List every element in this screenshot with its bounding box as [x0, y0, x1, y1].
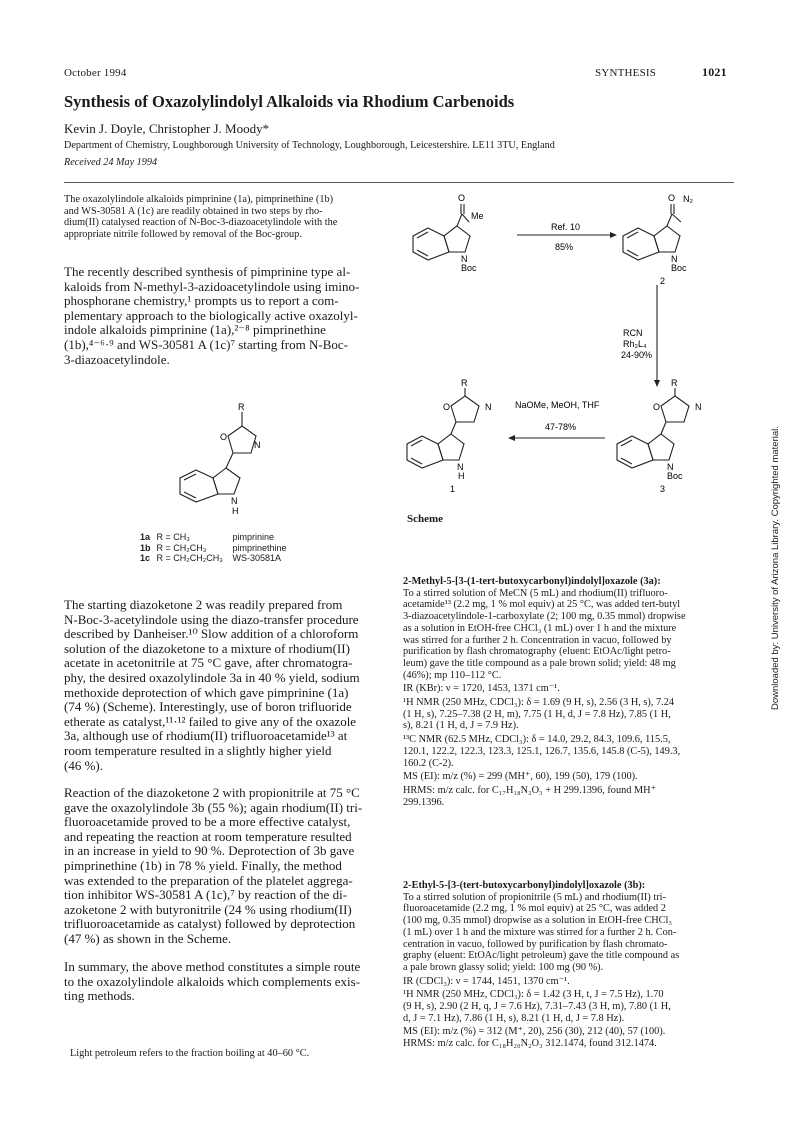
- compound-number-3: 3: [660, 484, 666, 494]
- atom-label-boc: Boc: [461, 263, 477, 273]
- body-paragraph-3: [64, 786, 390, 947]
- abstract-line: and WS-30581 A (1c) are readily obtained in two steps by rho-: [64, 205, 323, 217]
- atom-label-o: O: [443, 402, 451, 412]
- scheme-figure: [405, 190, 735, 510]
- text-line: purification by flash chromatography (eluent: EtOAc/light petro-: [403, 646, 671, 658]
- compound-number-1: 1: [450, 484, 456, 494]
- atom-label-r: R: [238, 402, 245, 412]
- header-divider: [64, 182, 734, 183]
- experimental-heading: 2-Ethyl-5-[3-(tert-butoxycarbonyl)indolyl]oxazole (3b):: [403, 880, 646, 891]
- text-line: solution of the diazoketone to a mixture of rhodium(II): [64, 640, 350, 656]
- atom-label-n: N: [671, 254, 678, 264]
- compound-substituent: R = CH₂CH₂CH₃: [156, 553, 223, 563]
- compound-row: [140, 543, 293, 554]
- text-line: (74 %) (Scheme). Interestingly, use of boron trifluoride: [64, 699, 352, 715]
- authors: Kevin J. Doyle, Christopher J. Moody*: [64, 121, 270, 136]
- atom-label-h: H: [458, 471, 465, 481]
- text-line: 3a, although use of rhodium(II) trifluoroacetamide¹³ at: [64, 728, 348, 744]
- text-line: plementary approach to the biologically active oxazolyl-: [64, 307, 358, 323]
- text-line: IR (CDCl₃): ν = 1744, 1451, 1370 cm⁻¹.: [403, 975, 570, 987]
- abstract: [64, 194, 390, 241]
- atom-label-n: N: [254, 440, 261, 450]
- text-line: a pale brown glassy solid; yield: 100 mg (90 %).: [403, 961, 604, 973]
- reagent-yield: 47-78%: [545, 422, 577, 432]
- atom-label-h: H: [232, 506, 239, 516]
- text-line: (46%); mp 110–112 °C.: [403, 669, 502, 681]
- download-watermark: Downloaded by: University of Arizona Library. Copyrighted material.: [770, 426, 781, 710]
- text-line: fluoroacetamide proved to be a more effective catalyst,: [64, 814, 351, 830]
- compound-row: [140, 553, 293, 564]
- text-line: centration in vacuo, followed by purification by flash chromato-: [403, 938, 668, 950]
- atom-label-boc: Boc: [671, 263, 687, 273]
- compound-substituent: R = CH₂CH₃: [156, 542, 207, 553]
- text-line: to the oxazolylindole alkaloids which complements exis-: [64, 973, 361, 989]
- atom-label-n: N: [667, 462, 674, 472]
- text-line: fluoroacetamide (2.2 mg, 1 % mol equiv) at 25 °C, was added 2: [403, 903, 666, 915]
- text-line: The starting diazoketone 2 was readily prepared from: [64, 597, 343, 612]
- text-line: MS (EI): m/z (%) = 312 (M⁺, 20), 256 (30), 212 (40), 57 (100).: [403, 1026, 666, 1038]
- abstract-line: The oxazolylindole alkaloids pimprinine (1a), pimprinethine (1b): [64, 194, 334, 205]
- reagent-label: Rh₂L₄: [623, 339, 647, 349]
- atom-label-o: O: [668, 193, 676, 203]
- text-line: as a solution in EtOH-free CHCl₃ (1 mL) over 1 h and the mixture: [403, 622, 677, 634]
- atom-label-r: R: [671, 378, 678, 388]
- text-line: (1 mL) over 1 h and the mixture was stirred for a further 2 h. Con-: [403, 926, 677, 938]
- text-line: (46 %).: [64, 757, 103, 773]
- atom-label-boc: Boc: [667, 471, 683, 481]
- text-line: ¹H NMR (250 MHz, CDCl₃): δ = 1.42 (3 H, t, J = 7.5 Hz), 1.70: [403, 989, 664, 1001]
- text-line: ting methods.: [64, 988, 135, 1004]
- text-line: s), 8.21 (1 H, d, J = 7.9 Hz).: [403, 720, 519, 732]
- reagent-label: RCN: [623, 328, 643, 338]
- atom-label-o: O: [220, 432, 228, 442]
- text-line: etherate as catalyst,¹¹·¹² failed to give any of the oxazole: [64, 713, 357, 729]
- text-line: ¹³C NMR (62.5 MHz, CDCl₃): δ = 14.0, 29.2, 84.3, 109.6, 115.5,: [403, 734, 671, 746]
- text-line: (9 H, s), 2.90 (2 H, q, J = 7.6 Hz), 7.31–7.43 (3 H, m), 7.80 (1 H,: [403, 1001, 671, 1013]
- scheme-caption: Scheme: [407, 513, 444, 525]
- text-line: room temperature resulted in a slightly higher yield: [64, 742, 332, 758]
- text-line: phy, the desired oxazolylindole 3a in 40 % yield, sodium: [64, 669, 360, 685]
- atom-label-r: R: [461, 378, 468, 388]
- text-line: tion inhibitor WS-30581 A (1c),⁷ by reaction of the di-: [64, 887, 348, 903]
- text-line: The recently described synthesis of pimprinine type al-: [64, 264, 351, 279]
- atom-label-n: N: [231, 496, 238, 506]
- text-line: acetamide¹³ (2.2 mg, 1 % mol equiv) at 25 °C, was added tert-butyl: [403, 599, 681, 611]
- compound-id: 1b: [140, 542, 151, 553]
- text-line: (1 H, s), 7.25–7.38 (2 H, m), 7.75 (1 H, d, J = 7.8 Hz), 7.85 (1 H,: [403, 708, 671, 720]
- compound-number-2: 2: [660, 276, 666, 286]
- compound-substituent: R = CH₃: [156, 532, 190, 542]
- experimental-3a: [403, 576, 734, 808]
- text-line: gave the oxazolylindole 3b (55 %); again rhodium(II) tri-: [64, 799, 363, 815]
- text-line: graphy (eluent: EtOAc/light petroleum) gave the title compound as: [403, 950, 680, 962]
- reagent-label: Ref. 10: [551, 222, 581, 232]
- text-line: 160.2 (C-2).: [403, 757, 454, 769]
- compound-id: 1a: [140, 532, 151, 542]
- atom-label-n: N: [485, 402, 492, 412]
- intro-paragraph: [64, 265, 390, 367]
- abstract-line: dium(II) catalysed reaction of N-Boc-3-diazoacetylindole with the: [64, 217, 338, 229]
- text-line: MS (EI): m/z (%) = 299 (MH⁺, 60), 199 (50), 179 (100).: [403, 771, 638, 783]
- compound-row: [140, 532, 293, 543]
- compound-name: pimprinine: [232, 532, 275, 542]
- text-line: 120.1, 122.2, 122.3, 123.3, 125.1, 126.7, 135.6, 145.8 (C-5), 149.3,: [403, 745, 681, 757]
- text-line: To a stirred solution of MeCN (5 mL) and rhodium(II) trifluoro-: [403, 587, 668, 599]
- text-line: was stirred for a further 2 h. Concentration in vacuo, followed by: [403, 634, 672, 646]
- text-line: 3-diazoacetylindole.: [64, 351, 170, 367]
- text-line: methoxide deprotection of which gave pimprinine (1a): [64, 684, 349, 700]
- text-line: described by Danheiser.¹⁰ Slow addition of a chloroform: [64, 626, 359, 642]
- text-line: in an increase in yield to 90 %. Deprotection of 3b gave: [64, 843, 355, 859]
- body-paragraph-2: [64, 598, 390, 773]
- experimental-3b: [403, 880, 734, 1050]
- text-line: (47 %) as shown in the Scheme.: [64, 930, 232, 946]
- header-date: October 1994: [64, 67, 127, 79]
- text-line: kaloids from N-methyl-3-azidoacetylindole using imino-: [64, 278, 360, 294]
- atom-label-o: O: [653, 402, 661, 412]
- text-line: In summary, the above method constitutes a simple route: [64, 959, 361, 974]
- text-line: To a stirred solution of propionitrile (5 mL) and rhodium(II) tri-: [403, 891, 666, 903]
- compound-table: [140, 532, 293, 564]
- received-date: Received 24 May 1994: [64, 157, 158, 168]
- text-line: azoketone 2 with butyronitrile (24 % using rhodium(II): [64, 901, 352, 917]
- atom-label-n: N: [695, 402, 702, 412]
- body-paragraph-4: [64, 960, 390, 1004]
- text-line: phosphorane chemistry,¹ prompts us to report a com-: [64, 293, 339, 309]
- text-line: leum) gave the title compound as a pale brown solid; yield: 48 mg: [403, 657, 676, 669]
- text-line: 3-diazoacetylindole-1-carboxylate (2; 100 mg, 0.35 mmol) dropwise: [403, 611, 686, 623]
- text-line: HRMS: m/z calc. for C₁₇H₁₈N₂O₃ + H 299.1396, found MH⁺: [403, 784, 657, 796]
- text-line: HRMS: m/z calc. for C₁₈H₂₀N₂O₃ 312.1474, found 312.1474.: [403, 1038, 657, 1050]
- text-line: acetate in acetonitrile at 75 °C gave, after chromatogra-: [64, 655, 353, 671]
- text-line: (100 mg, 0.35 mmol) dropwise as a solution in EtOH-free CHCl₃: [403, 915, 672, 927]
- atom-label-me: Me: [471, 211, 484, 221]
- text-line: ¹H NMR (250 MHz, CDCl₃): δ = 1.69 (9 H, s), 2.56 (3 H, s), 7.24: [403, 697, 675, 709]
- affiliation: Department of Chemistry, Loughborough University of Technology, Loughborough, Leicestershire. LE11 3TU, England: [64, 140, 555, 151]
- compound-name: pimprinethine: [232, 542, 287, 553]
- page-title: Synthesis of Oxazolylindolyl Alkaloids via Rhodium Carbenoids: [64, 92, 515, 111]
- text-line: was extended to the preparation of the platelet aggrega-: [64, 872, 353, 888]
- atom-label-n: N: [457, 462, 464, 472]
- structure-1-figure: [160, 398, 300, 528]
- header-page-number: 1021: [702, 65, 727, 79]
- header-journal: SYNTHESIS: [595, 67, 657, 79]
- experimental-heading: 2-Methyl-5-[3-(1-tert-butoxycarbonyl)indolyl]oxazole (3a):: [403, 576, 661, 587]
- text-line: trifluoroacetamide as catalyst) followed by deprotection: [64, 916, 356, 932]
- text-line: 299.1396.: [403, 796, 445, 808]
- atom-label-n: N: [461, 254, 468, 264]
- text-line: and repeating the reaction at room temperature resulted: [64, 828, 352, 844]
- reagent-label: NaOMe, MeOH, THF: [515, 400, 600, 410]
- compound-name: WS-30581A: [232, 553, 282, 563]
- footnote: Light petroleum refers to the fraction boiling at 40–60 °C.: [70, 1048, 310, 1059]
- text-line: (1b),⁴⁻⁶·⁹ and WS-30581 A (1c)⁷ starting from N-Boc-: [64, 336, 348, 352]
- abstract-line: appropriate nitrile followed by removal of the Boc-group.: [64, 229, 302, 241]
- text-line: Reaction of the diazoketone 2 with propionitrile at 75 °C: [64, 785, 360, 800]
- text-line: pimprinethine (1b) in 78 % yield. Finally, the method: [64, 857, 342, 873]
- text-line: IR (KBr): ν = 1720, 1453, 1371 cm⁻¹.: [403, 683, 560, 695]
- reagent-yield: 85%: [555, 242, 574, 252]
- text-line: d, J = 7.1 Hz), 7.86 (1 H, s), 8.21 (1 H, d, J = 7.8 Hz).: [403, 1012, 625, 1024]
- text-line: N-Boc-3-acetylindole using the diazo-transfer procedure: [64, 611, 359, 627]
- compound-id: 1c: [140, 553, 151, 563]
- atom-label-n2: N₂: [683, 194, 693, 204]
- reagent-yield: 24-90%: [621, 350, 653, 360]
- atom-label-o: O: [458, 193, 466, 203]
- text-line: indole alkaloids pimprinine (1a),²⁻⁸ pimprinethine: [64, 322, 326, 338]
